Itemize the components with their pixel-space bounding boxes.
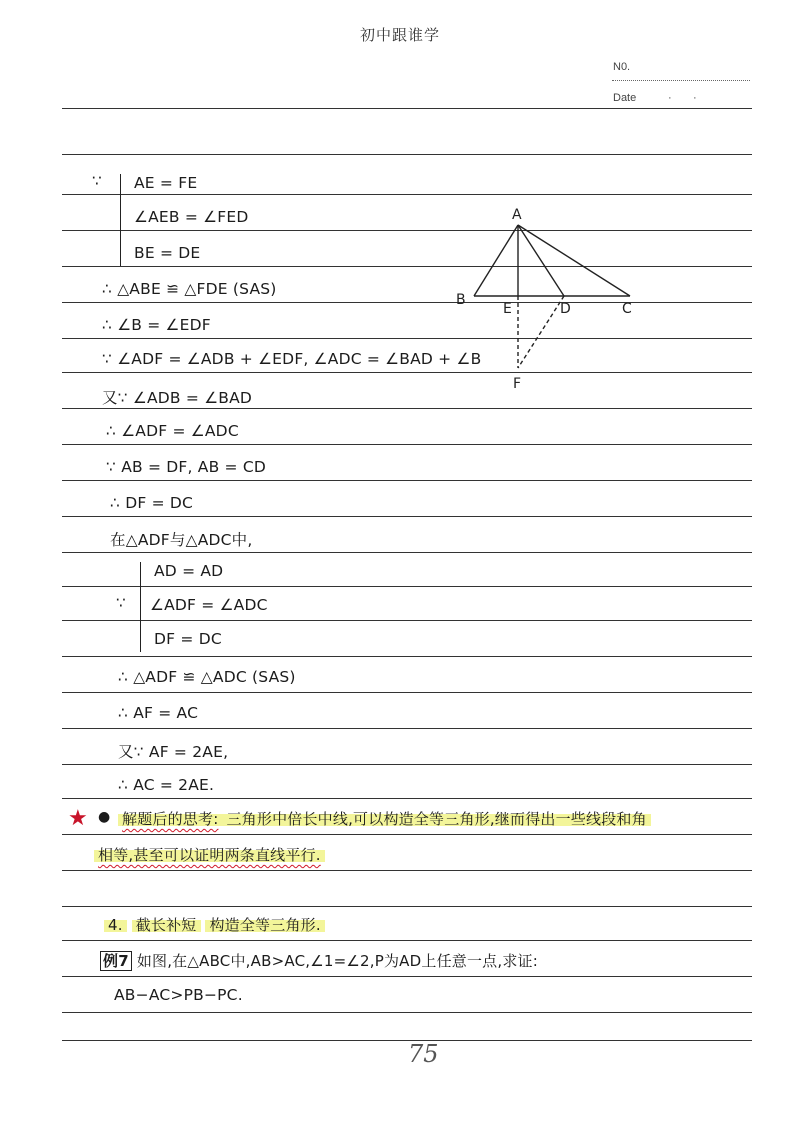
proof-line: ∵ ∠ADF = ∠ADB + ∠EDF, ∠ADC = ∠BAD + ∠B — [102, 350, 482, 368]
proof-line: 又∵ ∠ADB = ∠BAD — [102, 389, 253, 407]
proof-line: ∴ AF = AC — [118, 704, 199, 722]
example-tag: 例7 — [100, 951, 132, 971]
proof-line: ∴ AC = 2AE. — [118, 776, 215, 794]
proof-line: BE = DE — [134, 244, 201, 262]
no-label: N0. — [613, 61, 631, 73]
no-underline — [612, 80, 750, 81]
point-f-label: F — [513, 376, 522, 392]
date-dots: · · — [668, 92, 697, 104]
example-goal: AB−AC>PB−PC. — [114, 986, 243, 1004]
ruled-line — [62, 108, 752, 109]
proof-line: ∠AEB = ∠FED — [134, 208, 249, 226]
ruled-line — [62, 1012, 752, 1013]
ruled-line — [62, 444, 752, 445]
ruled-line — [62, 764, 752, 765]
date-label: Date — [613, 92, 637, 104]
ruled-line — [62, 870, 752, 871]
proof-line: ∴ ∠ADF = ∠ADC — [106, 422, 239, 440]
reflection-label: 解题后的思考: — [118, 810, 222, 828]
ruled-line — [62, 798, 752, 799]
example-text: 如图,在△ABC中,AB>AC,∠1=∠2,P为AD上任意一点,求证: — [136, 952, 539, 970]
brace-2 — [140, 562, 141, 652]
ruled-line — [62, 940, 752, 941]
ruled-line — [62, 408, 752, 409]
ruled-line — [62, 1040, 752, 1041]
reflection-text-1: 三角形中倍长中线,可以构造全等三角形,继而得出一些线段和角 — [222, 810, 650, 828]
proof-line: 在△ADF与△ADC中, — [110, 531, 253, 549]
section-heading — [104, 914, 325, 935]
brace-1 — [120, 174, 121, 266]
reflection-line-1 — [118, 808, 651, 829]
section-number: 4. — [104, 916, 127, 934]
ruled-line — [62, 154, 752, 155]
segment-ac — [518, 225, 630, 296]
ruled-line — [62, 516, 752, 517]
because-symbol: ∵ — [116, 594, 127, 612]
ruled-line — [62, 620, 752, 621]
page-number: 75 — [408, 1040, 439, 1068]
ruled-line — [62, 906, 752, 907]
ruled-line — [62, 480, 752, 481]
example-line — [100, 950, 538, 971]
ruled-line — [62, 194, 752, 195]
section-subtitle: 构造全等三角形. — [205, 916, 324, 934]
proof-line: DF = DC — [154, 630, 222, 648]
point-e-label: E — [503, 301, 512, 317]
reflection-line-2 — [94, 844, 325, 865]
page-header-title: 初中跟谁学 — [359, 26, 440, 44]
reflection-text-2: 相等,甚至可以证明两条直线平行. — [94, 846, 325, 864]
proof-line: ∴ ∠B = ∠EDF — [102, 316, 211, 334]
proof-line: ∴ △ADF ≌ △ADC (SAS) — [118, 668, 296, 686]
ruled-line — [62, 552, 752, 553]
ruled-line — [62, 976, 752, 977]
point-b-label: B — [456, 292, 466, 308]
ruled-line — [62, 728, 752, 729]
ruled-line — [62, 692, 752, 693]
proof-line: ∴ DF = DC — [110, 494, 194, 512]
proof-line: ∠ADF = ∠ADC — [150, 596, 268, 614]
segment-ad — [518, 225, 564, 296]
proof-line: ∵ AB = DF, AB = CD — [106, 458, 267, 476]
ruled-line — [62, 834, 752, 835]
triangle-figure — [440, 200, 660, 400]
proof-line: AD = AD — [154, 562, 224, 580]
star-icon: ★ — [68, 806, 88, 831]
proof-line: ∴ △ABE ≌ △FDE (SAS) — [102, 280, 277, 298]
bullet-icon: ● — [98, 809, 111, 825]
proof-line: 又∵ AF = 2AE, — [118, 743, 229, 761]
segment-df — [518, 296, 564, 368]
point-a-label: A — [512, 207, 522, 223]
segment-ab — [474, 225, 518, 296]
ruled-line — [62, 586, 752, 587]
ruled-line — [62, 656, 752, 657]
point-d-label: D — [560, 301, 571, 317]
section-title: 截长补短 — [132, 916, 201, 934]
point-c-label: C — [622, 301, 632, 317]
proof-line: AE = FE — [134, 174, 198, 192]
because-symbol: ∵ — [92, 172, 103, 190]
